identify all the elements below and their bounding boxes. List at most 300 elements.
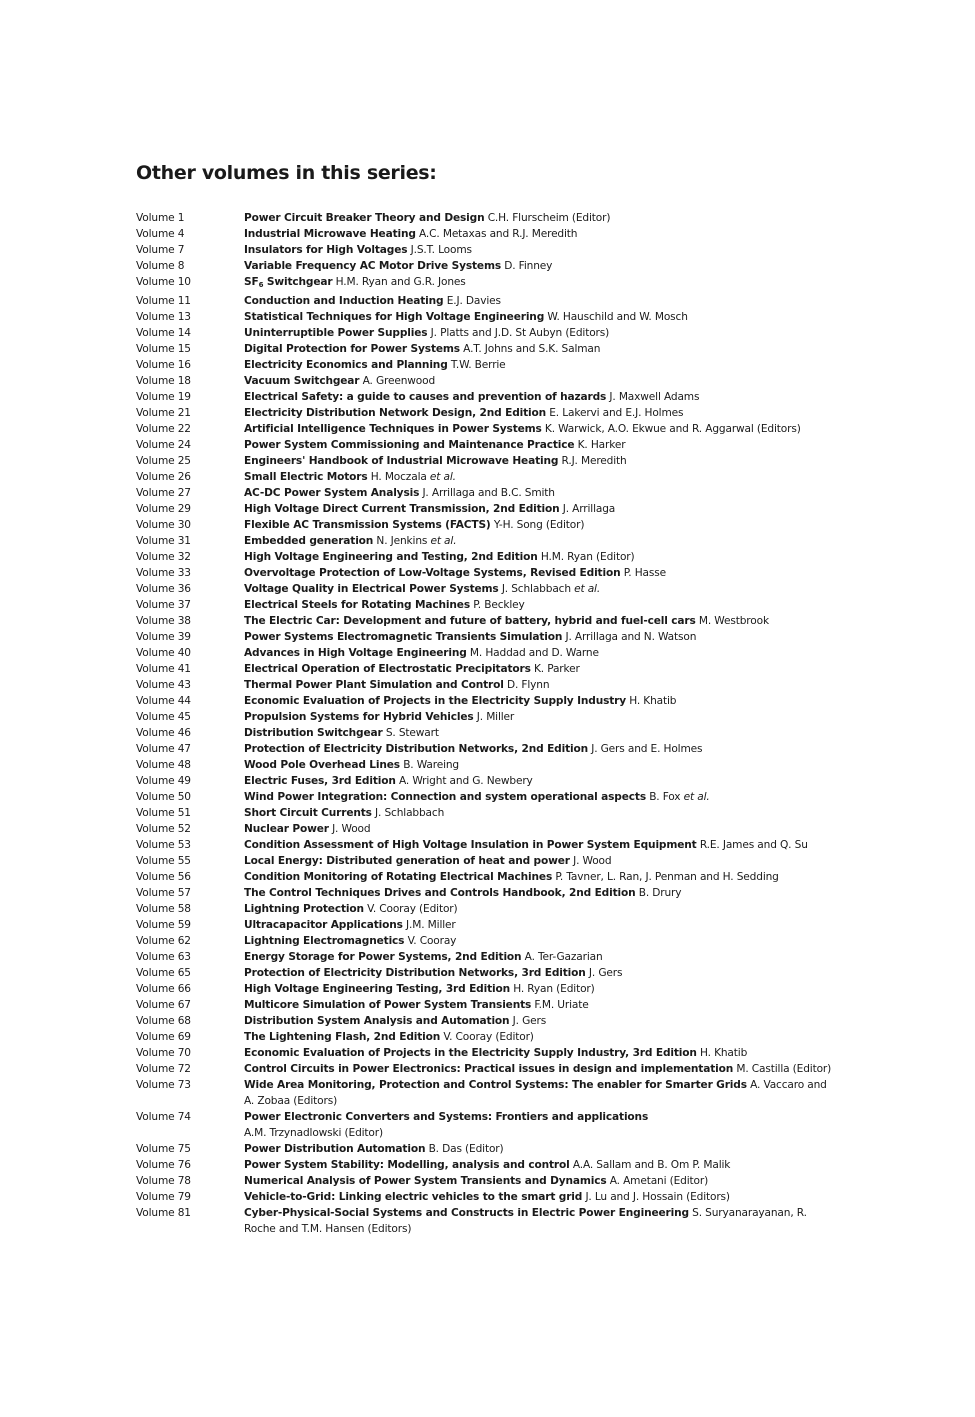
- list-item: [136, 1205, 836, 1237]
- volume-authors-etal: et al.: [683, 791, 710, 803]
- volume-title: Short Circuit Currents: [244, 807, 372, 819]
- list-item: [136, 773, 836, 789]
- volume-description: [244, 1109, 836, 1141]
- volume-title: Power Distribution Automation: [244, 1143, 426, 1155]
- volume-list: [136, 210, 836, 1237]
- list-item: [136, 421, 836, 437]
- list-item: [136, 981, 836, 997]
- volume-number: Volume 57: [136, 887, 191, 899]
- list-item: [136, 242, 836, 258]
- volume-title: Vacuum Switchgear: [244, 375, 360, 387]
- volume-title: Small Electric Motors: [244, 471, 368, 483]
- volume-authors: B. Drury: [638, 887, 682, 899]
- volume-description: [244, 661, 836, 677]
- list-item: [136, 661, 836, 677]
- volume-number: Volume 70: [136, 1047, 191, 1059]
- volume-description: [244, 210, 836, 226]
- volume-title: Flexible AC Transmission Systems (FACTS): [244, 519, 491, 531]
- list-item: [136, 341, 836, 357]
- list-item: [136, 933, 836, 949]
- volume-number: Volume 26: [136, 471, 191, 483]
- volume-authors: B. Das (Editor): [428, 1143, 504, 1155]
- list-item: [136, 405, 836, 421]
- volume-title: Power Electronic Converters and Systems: Frontiers and applications: [244, 1111, 649, 1123]
- volume-number: Volume 58: [136, 903, 191, 915]
- volume-description: [244, 933, 836, 949]
- volume-authors: V. Cooray: [407, 935, 457, 947]
- volume-number: Volume 16: [136, 359, 191, 371]
- list-item: [136, 437, 836, 453]
- volume-number: Volume 19: [136, 391, 191, 403]
- volume-number: Volume 59: [136, 919, 191, 931]
- volume-description: [244, 565, 836, 581]
- volume-title: Electrical Operation of Electrostatic Precipitators: [244, 663, 531, 675]
- volume-description: [244, 789, 836, 805]
- volume-authors: Y-H. Song (Editor): [493, 519, 585, 531]
- volume-description: [244, 677, 836, 693]
- volume-number: Volume 40: [136, 647, 191, 659]
- volume-title-rest: Switchgear: [263, 276, 333, 288]
- volume-description: [244, 885, 836, 901]
- volume-authors: V. Cooray (Editor): [443, 1031, 534, 1043]
- list-item: [136, 821, 836, 837]
- volume-number: Volume 25: [136, 455, 191, 467]
- volume-number: Volume 32: [136, 551, 191, 563]
- volume-title: The Lightening Flash, 2nd Edition: [244, 1031, 441, 1043]
- volume-number: Volume 45: [136, 711, 191, 723]
- volume-authors: H. Moczala: [370, 471, 427, 483]
- volume-authors: T.W. Berrie: [450, 359, 506, 371]
- volume-title: Lightning Protection: [244, 903, 364, 915]
- volume-description: [244, 1157, 836, 1173]
- volume-description: [244, 853, 836, 869]
- volume-title: Overvoltage Protection of Low-Voltage Systems, Revised Edition: [244, 567, 621, 579]
- volume-description: [244, 437, 836, 453]
- volume-description: [244, 1029, 836, 1045]
- volume-authors: A.C. Metaxas and R.J. Meredith: [419, 228, 578, 240]
- volume-title: Wind Power Integration: Connection and system operational aspects: [244, 791, 646, 803]
- series-page: [136, 162, 836, 1237]
- volume-title: Ultracapacitor Applications: [244, 919, 403, 931]
- list-item: [136, 226, 836, 242]
- volume-number: Volume 30: [136, 519, 191, 531]
- volume-authors: R.E. James and Q. Su: [699, 839, 808, 851]
- volume-authors: H.M. Ryan and G.R. Jones: [335, 276, 466, 288]
- volume-title: High Voltage Engineering Testing, 3rd Edition: [244, 983, 511, 995]
- volume-description: [244, 517, 836, 533]
- volume-description: [244, 981, 836, 997]
- volume-authors: A. Wright and G. Newbery: [398, 775, 533, 787]
- volume-number: Volume 36: [136, 583, 191, 595]
- volume-title: Power System Commissioning and Maintenance Practice: [244, 439, 575, 451]
- volume-number: Volume 1: [136, 212, 185, 224]
- page-title: Other volumes in this series:: [136, 162, 437, 184]
- volume-authors: J. Schlabbach: [501, 583, 571, 595]
- volume-authors: S. Stewart: [385, 727, 439, 739]
- volume-title: Protection of Electricity Distribution Networks, 3rd Edition: [244, 967, 586, 979]
- list-item: [136, 1029, 836, 1045]
- list-item: [136, 645, 836, 661]
- list-item: [136, 805, 836, 821]
- volume-title: High Voltage Direct Current Transmission, 2nd Edition: [244, 503, 560, 515]
- volume-title: Lightning Electromagnetics: [244, 935, 405, 947]
- volume-title: High Voltage Engineering and Testing, 2nd Edition: [244, 551, 538, 563]
- volume-number: Volume 74: [136, 1111, 191, 1123]
- volume-number: Volume 27: [136, 487, 191, 499]
- volume-authors: J. Wood: [573, 855, 612, 867]
- list-item: [136, 309, 836, 325]
- volume-title-subscript: 6: [258, 281, 264, 289]
- volume-title: [244, 276, 332, 288]
- list-item: [136, 597, 836, 613]
- volume-authors: J. Schlabbach: [375, 807, 445, 819]
- volume-title: Artificial Intelligence Techniques in Power Systems: [244, 423, 542, 435]
- volume-number: Volume 55: [136, 855, 191, 867]
- volume-description: [244, 373, 836, 389]
- volume-title: Distribution Switchgear: [244, 727, 383, 739]
- volume-authors: K. Warwick, A.O. Ekwue and R. Aggarwal (Editors): [544, 423, 801, 435]
- list-item: [136, 1189, 836, 1205]
- volume-authors: J. Arrillaga: [562, 503, 616, 515]
- volume-authors-etal: et al.: [430, 535, 457, 547]
- list-item: [136, 453, 836, 469]
- volume-title: Insulators for High Voltages: [244, 244, 408, 256]
- volume-title: Vehicle-to-Grid: Linking electric vehicles to the smart grid: [244, 1191, 583, 1203]
- list-item: [136, 389, 836, 405]
- volume-number: Volume 81: [136, 1207, 191, 1219]
- volume-title: Variable Frequency AC Motor Drive Systems: [244, 260, 502, 272]
- volume-authors: J. Gers: [588, 967, 623, 979]
- list-item: [136, 325, 836, 341]
- volume-number: Volume 13: [136, 311, 191, 323]
- volume-title: Distribution System Analysis and Automation: [244, 1015, 510, 1027]
- volume-title: Condition Monitoring of Rotating Electrical Machines: [244, 871, 553, 883]
- list-item: [136, 949, 836, 965]
- volume-title: Voltage Quality in Electrical Power Systems: [244, 583, 499, 595]
- volume-description: [244, 293, 836, 309]
- volume-number: Volume 78: [136, 1175, 191, 1187]
- volume-title: The Electric Car: Development and future of battery, hybrid and fuel-cell cars: [244, 615, 696, 627]
- volume-number: Volume 49: [136, 775, 191, 787]
- volume-description: [244, 1077, 836, 1109]
- volume-number: Volume 4: [136, 228, 185, 240]
- volume-description: [244, 949, 836, 965]
- volume-number: Volume 15: [136, 343, 191, 355]
- volume-authors: A. Ter-Gazarian: [524, 951, 603, 963]
- list-item: [136, 997, 836, 1013]
- volume-description: [244, 357, 836, 373]
- volume-number: Volume 24: [136, 439, 191, 451]
- volume-description: [244, 274, 836, 293]
- list-item: [136, 917, 836, 933]
- volume-title: Uninterruptible Power Supplies: [244, 327, 428, 339]
- volume-authors: W. Hauschild and W. Mosch: [547, 311, 688, 323]
- list-item: [136, 709, 836, 725]
- volume-authors: H.M. Ryan (Editor): [540, 551, 635, 563]
- volume-description: [244, 965, 836, 981]
- list-item: [136, 581, 836, 597]
- volume-authors: J. Arrillaga and N. Watson: [565, 631, 697, 643]
- list-item: [136, 274, 836, 293]
- volume-title: Electrical Safety: a guide to causes and prevention of hazards: [244, 391, 607, 403]
- volume-authors: P. Beckley: [473, 599, 525, 611]
- list-item: [136, 757, 836, 773]
- volume-title: Protection of Electricity Distribution Networks, 2nd Edition: [244, 743, 588, 755]
- volume-authors: J. Miller: [476, 711, 515, 723]
- list-item: [136, 869, 836, 885]
- volume-title: Electricity Economics and Planning: [244, 359, 448, 371]
- list-item: [136, 725, 836, 741]
- volume-description: [244, 469, 836, 485]
- volume-description: [244, 549, 836, 565]
- volume-title: Electricity Distribution Network Design, 2nd Edition: [244, 407, 547, 419]
- volume-title: Thermal Power Plant Simulation and Control: [244, 679, 504, 691]
- volume-description: [244, 709, 836, 725]
- volume-authors: C.H. Flurscheim (Editor): [487, 212, 611, 224]
- volume-description: [244, 258, 836, 274]
- volume-authors: A.A. Sallam and B. Om P. Malik: [572, 1159, 731, 1171]
- volume-authors: D. Finney: [504, 260, 553, 272]
- volume-description: [244, 597, 836, 613]
- list-item: [136, 1061, 836, 1077]
- volume-description: [244, 1173, 836, 1189]
- volume-title: Propulsion Systems for Hybrid Vehicles: [244, 711, 474, 723]
- volume-number: Volume 33: [136, 567, 191, 579]
- volume-authors: J. Gers: [512, 1015, 547, 1027]
- list-item: [136, 549, 836, 565]
- volume-authors: A.T. Johns and S.K. Salman: [463, 343, 601, 355]
- list-item: [136, 565, 836, 581]
- volume-title-text: SF: [244, 276, 259, 288]
- volume-number: Volume 72: [136, 1063, 191, 1075]
- volume-title: Conduction and Induction Heating: [244, 295, 444, 307]
- list-item: [136, 885, 836, 901]
- volume-authors: H. Ryan (Editor): [513, 983, 595, 995]
- volume-authors: J.S.T. Looms: [410, 244, 472, 256]
- volume-authors: R.J. Meredith: [561, 455, 627, 467]
- volume-number: Volume 37: [136, 599, 191, 611]
- list-item: [136, 853, 836, 869]
- volume-authors: J. Lu and J. Hossain (Editors): [585, 1191, 730, 1203]
- volume-authors: E. Lakervi and E.J. Holmes: [549, 407, 684, 419]
- volume-authors: J.M. Miller: [406, 919, 456, 931]
- volume-number: Volume 7: [136, 244, 185, 256]
- volume-number: Volume 62: [136, 935, 191, 947]
- volume-authors: J. Arrillaga and B.C. Smith: [422, 487, 555, 499]
- volume-title: Electric Fuses, 3rd Edition: [244, 775, 396, 787]
- volume-number: Volume 76: [136, 1159, 191, 1171]
- volume-authors: M. Haddad and D. Warne: [469, 647, 599, 659]
- volume-authors: A.M. Trzynadlowski (Editor): [244, 1127, 383, 1139]
- volume-description: [244, 405, 836, 421]
- volume-authors: E.J. Davies: [446, 295, 501, 307]
- volume-title: Economic Evaluation of Projects in the Electricity Supply Industry, 3rd Edition: [244, 1047, 697, 1059]
- volume-number: Volume 38: [136, 615, 191, 627]
- volume-number: Volume 39: [136, 631, 191, 643]
- volume-authors-etal: et al.: [429, 471, 456, 483]
- volume-description: [244, 917, 836, 933]
- volume-number: Volume 22: [136, 423, 191, 435]
- volume-description: [244, 1189, 836, 1205]
- volume-title: Power System Stability: Modelling, analysis and control: [244, 1159, 570, 1171]
- volume-number: Volume 10: [136, 276, 191, 288]
- volume-description: [244, 453, 836, 469]
- volume-authors: N. Jenkins: [376, 535, 428, 547]
- volume-title: Nuclear Power: [244, 823, 329, 835]
- volume-description: [244, 869, 836, 885]
- volume-authors: J. Platts and J.D. St Aubyn (Editors): [430, 327, 610, 339]
- volume-number: Volume 63: [136, 951, 191, 963]
- volume-number: Volume 46: [136, 727, 191, 739]
- volume-number: Volume 18: [136, 375, 191, 387]
- volume-title: Power Circuit Breaker Theory and Design: [244, 212, 485, 224]
- volume-authors: J. Gers and E. Holmes: [591, 743, 703, 755]
- volume-title: Digital Protection for Power Systems: [244, 343, 460, 355]
- list-item: [136, 629, 836, 645]
- volume-title: Condition Assessment of High Voltage Insulation in Power System Equipment: [244, 839, 697, 851]
- volume-number: Volume 53: [136, 839, 191, 851]
- volume-title: Economic Evaluation of Projects in the Electricity Supply Industry: [244, 695, 626, 707]
- volume-description: [244, 581, 836, 597]
- list-item: [136, 258, 836, 274]
- volume-description: [244, 485, 836, 501]
- volume-authors: P. Hasse: [623, 567, 666, 579]
- volume-authors: A. Vaccaro and A. Zobaa (Editors): [244, 1079, 827, 1107]
- volume-description: [244, 1061, 836, 1077]
- volume-authors: B. Wareing: [403, 759, 460, 771]
- volume-number: Volume 14: [136, 327, 191, 339]
- volume-description: [244, 693, 836, 709]
- volume-authors-etal: et al.: [574, 583, 601, 595]
- volume-authors: M. Westbrook: [698, 615, 769, 627]
- volume-description: [244, 805, 836, 821]
- volume-description: [244, 533, 836, 549]
- list-item: [136, 210, 836, 226]
- volume-description: [244, 309, 836, 325]
- volume-authors: K. Parker: [533, 663, 580, 675]
- volume-description: [244, 421, 836, 437]
- volume-authors: B. Fox: [649, 791, 681, 803]
- volume-title: Embedded generation: [244, 535, 374, 547]
- volume-number: Volume 56: [136, 871, 191, 883]
- volume-title: Control Circuits in Power Electronics: Practical issues in design and implementation: [244, 1063, 734, 1075]
- volume-title: The Control Techniques Drives and Controls Handbook, 2nd Edition: [244, 887, 636, 899]
- volume-title: Industrial Microwave Heating: [244, 228, 416, 240]
- volume-authors: H. Khatib: [700, 1047, 748, 1059]
- volume-description: [244, 997, 836, 1013]
- volume-number: Volume 29: [136, 503, 191, 515]
- volume-description: [244, 1045, 836, 1061]
- volume-description: [244, 1141, 836, 1157]
- volume-title: Local Energy: Distributed generation of heat and power: [244, 855, 570, 867]
- volume-title: Multicore Simulation of Power System Transients: [244, 999, 532, 1011]
- volume-number: Volume 79: [136, 1191, 191, 1203]
- volume-authors: J. Maxwell Adams: [609, 391, 700, 403]
- volume-authors: M. Castilla (Editor): [736, 1063, 832, 1075]
- volume-number: Volume 66: [136, 983, 191, 995]
- volume-title: Energy Storage for Power Systems, 2nd Edition: [244, 951, 522, 963]
- list-item: [136, 1157, 836, 1173]
- volume-description: [244, 226, 836, 242]
- volume-number: Volume 75: [136, 1143, 191, 1155]
- volume-description: [244, 389, 836, 405]
- volume-number: Volume 47: [136, 743, 191, 755]
- list-item: [136, 293, 836, 309]
- list-item: [136, 837, 836, 853]
- volume-number: Volume 51: [136, 807, 191, 819]
- list-item: [136, 1077, 836, 1109]
- volume-authors: A. Greenwood: [362, 375, 436, 387]
- volume-number: Volume 44: [136, 695, 191, 707]
- volume-number: Volume 41: [136, 663, 191, 675]
- volume-number: Volume 11: [136, 295, 191, 307]
- volume-title: Electrical Steels for Rotating Machines: [244, 599, 470, 611]
- volume-title: Advances in High Voltage Engineering: [244, 647, 467, 659]
- volume-number: Volume 69: [136, 1031, 191, 1043]
- volume-description: [244, 325, 836, 341]
- volume-title: Wood Pole Overhead Lines: [244, 759, 400, 771]
- volume-number: Volume 8: [136, 260, 185, 272]
- list-item: [136, 741, 836, 757]
- volume-description: [244, 837, 836, 853]
- volume-description: [244, 821, 836, 837]
- list-item: [136, 373, 836, 389]
- list-item: [136, 1109, 836, 1141]
- list-item: [136, 901, 836, 917]
- list-item: [136, 613, 836, 629]
- volume-authors: P. Tavner, L. Ran, J. Penman and H. Sedding: [555, 871, 779, 883]
- list-item: [136, 469, 836, 485]
- volume-number: Volume 68: [136, 1015, 191, 1027]
- list-item: [136, 1013, 836, 1029]
- list-item: [136, 693, 836, 709]
- volume-description: [244, 341, 836, 357]
- list-item: [136, 789, 836, 805]
- list-item: [136, 485, 836, 501]
- volume-authors: S. Suryanarayanan, R. Roche and T.M. Hansen (Editors): [244, 1207, 807, 1235]
- volume-number: Volume 48: [136, 759, 191, 771]
- volume-number: Volume 67: [136, 999, 191, 1011]
- list-item: [136, 965, 836, 981]
- volume-title: AC-DC Power System Analysis: [244, 487, 420, 499]
- volume-description: [244, 1013, 836, 1029]
- volume-authors: H. Khatib: [629, 695, 677, 707]
- volume-description: [244, 757, 836, 773]
- volume-number: Volume 21: [136, 407, 191, 419]
- volume-number: Volume 31: [136, 535, 191, 547]
- volume-description: [244, 741, 836, 757]
- volume-description: [244, 901, 836, 917]
- volume-description: [244, 613, 836, 629]
- list-item: [136, 533, 836, 549]
- list-item: [136, 357, 836, 373]
- volume-description: [244, 725, 836, 741]
- volume-description: [244, 629, 836, 645]
- list-item: [136, 677, 836, 693]
- volume-title: Engineers' Handbook of Industrial Microwave Heating: [244, 455, 559, 467]
- volume-title: Numerical Analysis of Power System Transients and Dynamics: [244, 1175, 607, 1187]
- volume-description: [244, 1205, 836, 1237]
- volume-title: Cyber-Physical-Social Systems and Constructs in Electric Power Engineering: [244, 1207, 689, 1219]
- volume-authors: A. Ametani (Editor): [609, 1175, 709, 1187]
- list-item: [136, 1141, 836, 1157]
- volume-authors: D. Flynn: [506, 679, 550, 691]
- list-item: [136, 1045, 836, 1061]
- volume-number: Volume 52: [136, 823, 191, 835]
- volume-number: Volume 50: [136, 791, 191, 803]
- volume-authors: J. Wood: [332, 823, 371, 835]
- volume-description: [244, 645, 836, 661]
